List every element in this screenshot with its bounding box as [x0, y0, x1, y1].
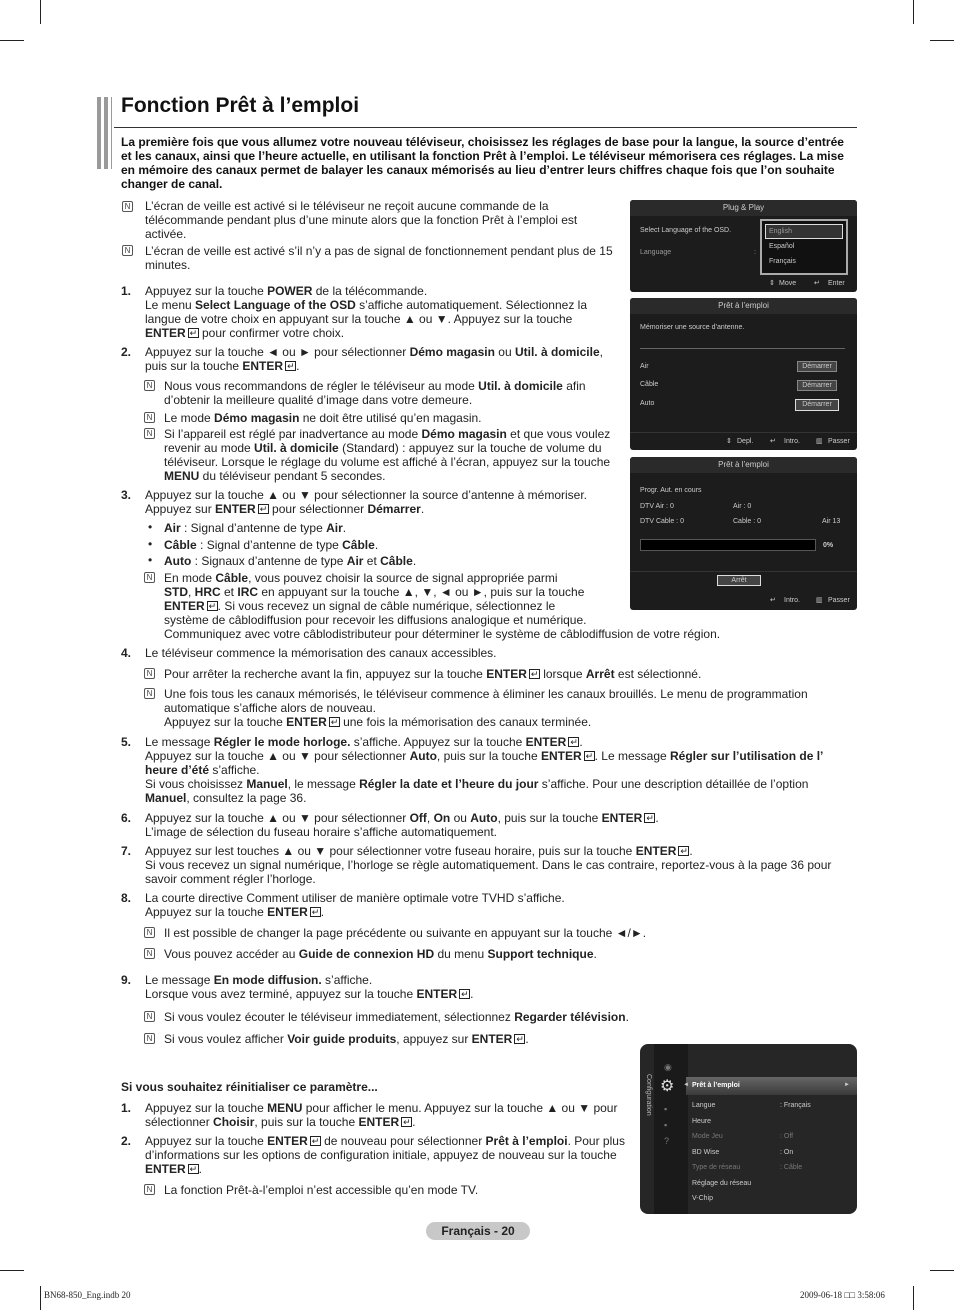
- step-number: 3.: [121, 488, 132, 502]
- title-accent-bar: [104, 97, 108, 169]
- menu-item-value: : Français: [780, 1102, 811, 1109]
- crop-mark: [930, 1270, 954, 1271]
- title-accent-bar: [111, 97, 112, 169]
- note-icon: N: [144, 428, 155, 439]
- note-text: Si l’appareil est réglé par inadvertance au mode Démo magasin et que vous voulez revenir au mode Util. à domicile (Standard) : appuyez sur la touche de volume du téléviseur. Lorsque le réglage du volume est affiché à l’écran, appuyez sur la touche MENU du téléviseur pendant 5 secondes.: [164, 427, 611, 483]
- chevron-right-icon: ►: [844, 1082, 850, 1088]
- dtv-cable-count: DTV Cable : 0: [640, 518, 684, 525]
- updown-icon: ⇕: [769, 280, 775, 287]
- app-icon: ▪: [664, 1120, 668, 1130]
- note-icon: N: [144, 688, 155, 699]
- menu-item-label[interactable]: Langue: [692, 1102, 716, 1109]
- language-label: Language: [640, 249, 672, 256]
- crop-mark: [40, 1286, 41, 1310]
- note-icon: N: [144, 1184, 155, 1195]
- note-text: Pour arrêter la recherche avant la fin, appuyez sur la touche ENTER↵ lorsque Arrêt est sélectionné.: [164, 667, 804, 681]
- note-icon: N: [144, 668, 155, 679]
- skip-icon: ▥: [816, 597, 823, 604]
- tv-screen-plug-and-play: [630, 200, 857, 292]
- divider: [640, 348, 845, 349]
- screen-prompt: Select Language of the OSD.: [640, 227, 732, 234]
- title-rule: [114, 127, 857, 128]
- enter-icon: ↵: [770, 597, 776, 604]
- language-option[interactable]: Français: [769, 258, 796, 265]
- source-auto-label: Auto: [640, 400, 655, 407]
- note-icon: N: [144, 412, 155, 423]
- note-icon: N: [144, 927, 155, 938]
- step-text: Appuyez sur la touche MENU pour afficher le menu. Appuyez sur la touche ▲ ou ▼ pour sélectionner Choisir, puis sur la touche ENTER↵ .: [145, 1101, 630, 1129]
- step-text: Appuyez sur la touche ◄ ou ► pour sélectionner Démo magasin ou Util. à domicile, puis sur la touche ENTER↵ .: [145, 345, 615, 373]
- menu-item-value: : Off: [780, 1133, 794, 1140]
- skip-hint: Passer: [828, 597, 850, 604]
- language-option[interactable]: English: [769, 228, 792, 235]
- note-text: Il est possible de changer la page précédente ou suivante en appuyant sur la touche ◄/►.: [164, 926, 647, 940]
- screen-header: Prêt à l’emploi: [630, 457, 857, 473]
- menu-item-value: : Câble: [780, 1164, 803, 1171]
- source-air-label: Air: [640, 363, 649, 370]
- reset-heading: Si vous souhaitez réinitialiser ce paramètre...: [121, 1080, 378, 1094]
- enter-icon: ↵: [814, 280, 820, 287]
- step-text: Le message En mode diffusion. s’affiche. Lorsque vous avez terminé, appuyez sur la touche ENTER↵ .: [145, 973, 850, 1001]
- step-text: Le téléviseur commence la mémorisation des canaux accessibles.: [145, 646, 497, 660]
- note-text: Si vous voulez écouter le téléviseur immediatement, sélectionnez Regarder télévision.: [164, 1010, 629, 1024]
- screen-header: Prêt à l’emploi: [630, 298, 857, 314]
- note-icon: N: [144, 380, 155, 391]
- crop-mark: [40, 0, 41, 24]
- step-number: 1.: [121, 1101, 132, 1115]
- enter-hint: Enter: [828, 280, 845, 287]
- menu-item-label[interactable]: Heure: [692, 1117, 712, 1125]
- language-colon: :: [754, 249, 756, 256]
- note-icon: N: [144, 948, 155, 959]
- crop-mark: [0, 40, 24, 41]
- move-hint: Move: [779, 280, 797, 287]
- bullet-text: Air : Signal d’antenne de type Air.: [164, 521, 347, 535]
- step-text: Le message Régler le mode horloge. s’affiche. Appuyez sur la touche ENTER↵ . Appuyez sur la touche ▲ ou ▼ pour sélectionner Auto, puis sur la touche ENTER↵ . Le message Régler sur l’utilisation de l’ heure d’été s’affiche. Si vous choisissez Manuel, le message Régler la date et l’heure du jour s’affiche. Pour une description détaillée de l’option Manuel, consultez la page 36.: [145, 735, 850, 805]
- note-icon: N: [144, 572, 155, 583]
- step-number: 4.: [121, 646, 132, 660]
- progress-bar: [640, 539, 816, 551]
- setup-side-label: Configuration: [645, 1074, 652, 1116]
- divider: [630, 432, 857, 433]
- picture-icon: ◉: [664, 1062, 672, 1072]
- step-number: 9.: [121, 973, 132, 987]
- step-number: 8.: [121, 891, 132, 905]
- dtv-air-count: DTV Air : 0: [640, 503, 674, 510]
- source-cable-label: Câble: [640, 381, 659, 388]
- note-text: L’écran de veille est activé s’il n’y a pas de signal de fonctionnement pendant plus de 15 minutes.: [145, 244, 613, 272]
- menu-item-label[interactable]: Réglage du réseau: [692, 1179, 752, 1187]
- note-text: En mode Câble, vous pouvez choisir la source de signal appropriée parmi STD, HRC et IRC en appuyant sur la touche ▲, ▼, ◄ ou ►, puis sur la touche ENTER↵ . Si vous recevez un signal de câble numérique, sélectionnez le système de câblodiffusion pour recevoir les diffusions analogique et numérique. Communiquez avec votre câblodistributeur pour déterminer le système de câblodiffusion de votre région.: [164, 571, 764, 641]
- note-text: Vous pouvez accéder au Guide de connexion HD du menu Support technique.: [164, 947, 597, 961]
- note-text: Si vous voulez afficher Voir guide produits, appuyez sur ENTER↵ .: [164, 1032, 844, 1046]
- title-accent-bar: [97, 97, 101, 169]
- start-button-air[interactable]: Démarrer: [797, 361, 837, 372]
- note-text: Nous vous recommandons de régler le téléviseur au mode Util. à domicile afin d’obtenir la meilleure qualité d’image dans votre demeure.: [164, 379, 586, 407]
- note-icon: N: [144, 1033, 155, 1044]
- menu-item-label[interactable]: Type de réseau: [692, 1164, 741, 1171]
- move-hint: Depl.: [737, 438, 754, 445]
- intro-paragraph: La première fois que vous allumez votre nouveau téléviseur, choisissez les réglages de base pour la langue, la source d’entrée et les canaux, ainsi que l’heure actuelle, en utilisant la fonction Prêt à l’emploi. Le téléviseur mémorisera ces réglages. La mise en mémoire des canaux permet de balayer les canaux mémorisés au lieu d’entrer leurs chiffres chaque fois que l’on souhaite changer de canal.: [121, 135, 844, 191]
- menu-item-value: : On: [780, 1148, 794, 1156]
- bullet: •: [148, 520, 153, 534]
- divider: [630, 571, 857, 572]
- step-text: Appuyez sur la touche ▲ ou ▼ pour sélectionner Off, On ou Auto, puis sur la touche ENTER↵ . L’image de sélection du fuseau horaire s’affiche automatiquement.: [145, 811, 850, 839]
- step-number: 2.: [121, 345, 132, 359]
- stop-button[interactable]: Arrêt: [717, 575, 761, 586]
- step-number: 5.: [121, 735, 132, 749]
- crop-mark: [913, 0, 914, 24]
- progress-status: Progr. Aut. en cours: [640, 487, 702, 494]
- intro-hint: Intro.: [784, 597, 800, 604]
- progress-percent: 0%: [823, 542, 834, 549]
- menu-item-label[interactable]: BD Wise: [692, 1148, 720, 1156]
- file-info: BN68-850_Eng.indb 20: [44, 1290, 131, 1300]
- note-text: Le mode Démo magasin ne doit être utilisé qu’en magasin.: [164, 411, 482, 425]
- note-icon: N: [122, 245, 133, 256]
- screen-prompt: Mémoriser une source d’antenne.: [640, 324, 745, 331]
- menu-item-selected-label: Prêt à l’emploi: [692, 1082, 740, 1089]
- step-text: La courte directive Comment utiliser de manière optimale votre TVHD s’affiche. Appuyez sur la touche ENTER↵ .: [145, 891, 850, 919]
- screen-header: Plug & Play: [630, 200, 857, 216]
- step-number: 1.: [121, 284, 132, 298]
- tv-screen-setup-menu: [640, 1044, 857, 1214]
- cable-count: Cable : 0: [733, 518, 762, 525]
- step-number: 7.: [121, 844, 132, 858]
- crop-mark: [0, 1270, 24, 1271]
- crop-mark: [930, 40, 954, 41]
- bullet-text: Câble : Signal d’antenne de type Câble.: [164, 538, 379, 552]
- page-number-badge: Français - 20: [426, 1222, 530, 1240]
- step-text: Appuyez sur la touche ▲ ou ▼ pour sélectionner la source d’antenne à mémoriser. Appuyez sur ENTER↵ pour sélectionner Démarrer.: [145, 488, 615, 516]
- step-text: Appuyez sur la touche ENTER↵ de nouveau pour sélectionner Prêt à l’emploi. Pour plus d’informations sur les options de configuration initiale, appuyez de nouveau sur la touche ENTER↵ .: [145, 1134, 630, 1176]
- input-icon: ▪: [664, 1104, 668, 1114]
- skip-hint: Passer: [828, 438, 850, 445]
- note-text: Une fois tous les canaux mémorisés, le téléviseur commence à éliminer les canaux brouillés. Le menu de programmation automatique s’affiche alors de nouveau. Appuyez sur la touche ENTER↵ une fois la mémorisation des canaux terminée.: [164, 687, 854, 729]
- updown-icon: ⇕: [726, 438, 732, 445]
- support-icon: ?: [664, 1136, 670, 1146]
- intro-hint: Intro.: [784, 438, 800, 445]
- page-title: Fonction Prêt à l’emploi: [121, 94, 360, 117]
- step-number: 6.: [121, 811, 132, 825]
- current-channel: Air 13: [822, 518, 841, 525]
- note-text: L’écran de veille est activé si le téléviseur ne reçoit aucune commande de la télécommande pendant plus d’une minute alors que la fonction Prêt à l’emploi est activée.: [145, 199, 578, 241]
- skip-icon: ▥: [816, 438, 823, 445]
- bullet-text: Auto : Signaux d’antenne de type Air et Câble.: [164, 554, 417, 568]
- crop-mark: [913, 1286, 914, 1310]
- enter-icon: ↵: [770, 438, 776, 445]
- menu-item-label[interactable]: Mode Jeu: [692, 1133, 723, 1140]
- note-icon: N: [122, 201, 133, 212]
- step-text: Appuyez sur lest touches ▲ ou ▼ pour sélectionner votre fuseau horaire, puis sur la touche ENTER↵ . Si vous recevez un signal numérique, l’horloge se règle automatiquement. Dans le cas contraire, reportez-vous à la page 36 pour savoir comment régler l’horloge.: [145, 844, 850, 886]
- tv-screen-auto-program: [630, 457, 857, 610]
- tv-screen-antenna-source: [630, 298, 857, 450]
- step-text: Appuyez sur la touche POWER de la télécommande. Le menu Select Language of the OSD s’affiche automatiquement. Sélectionnez la langue de votre choix en appuyant sur la touche ▲ ou ▼. Appuyez sur la touche ENTER↵ pour confirmer votre choix.: [145, 284, 615, 340]
- language-list: [760, 219, 848, 275]
- step-number: 2.: [121, 1134, 132, 1148]
- note-icon: N: [144, 1011, 155, 1022]
- language-option[interactable]: Español: [769, 243, 795, 250]
- print-date: 2009-06-18 □□ 3:58:06: [800, 1290, 885, 1300]
- bullet: •: [148, 553, 153, 567]
- start-button-auto[interactable]: Démarrer: [795, 399, 839, 411]
- gear-icon: ⚙: [660, 1078, 675, 1095]
- menu-item-label[interactable]: V-Chip: [692, 1195, 714, 1202]
- bullet: •: [148, 537, 153, 551]
- note-text: La fonction Prêt-à-l’emploi n’est accessible qu’en mode TV.: [164, 1183, 479, 1197]
- start-button-cable[interactable]: Démarrer: [797, 380, 837, 391]
- air-count: Air : 0: [733, 503, 752, 510]
- chevron-left-icon: ◄: [683, 1082, 689, 1088]
